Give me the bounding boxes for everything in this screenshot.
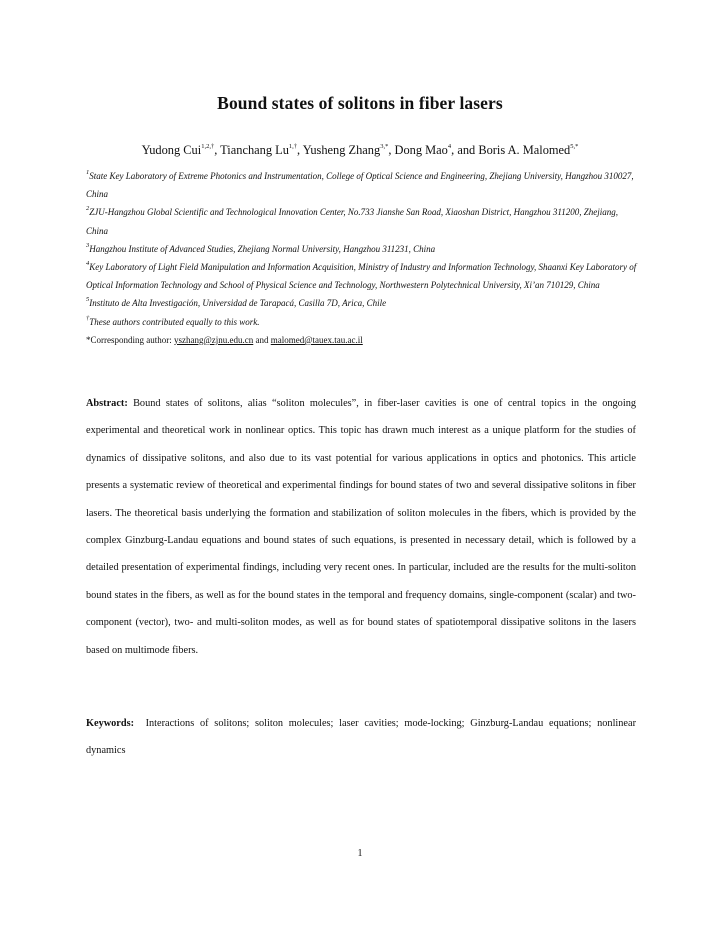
author-name: Boris A. Malomed (478, 143, 571, 157)
keywords-paragraph (86, 710, 636, 765)
affiliation-text: Instituto de Alta Investigación, Universidad de Tarapacá, Casilla 7D, Arica, Chile (89, 298, 387, 309)
equal-contribution-note (86, 313, 638, 331)
affiliation-text: State Key Laboratory of Extreme Photonics and Instrumentation, College of Optical Science and Engineering, Zhejiang University, Hangzhou 310027, China (86, 171, 634, 200)
author-affiliation-marker: 3,* (380, 142, 389, 150)
keywords-text: Interactions of solitons; soliton molecules; laser cavities; mode-locking; Ginzburg-Landau equations; nonlinear dynamics (86, 718, 637, 757)
keywords-label: Keywords: (86, 718, 135, 729)
affiliation-marker: 5 (86, 296, 90, 304)
affiliation-item (86, 294, 638, 312)
affiliation-marker: 4 (86, 260, 90, 268)
affiliation-marker: † (86, 314, 90, 322)
author-affiliation-marker: 1,2,† (201, 142, 215, 150)
affiliation-item (86, 203, 638, 239)
abstract-text: Bound states of solitons, alias “soliton molecules”, in fiber-laser cavities is one of central topics in the ongoing experimental and theoretical work in nonlinear optics. This topic has drawn much interest as a unique platform for the studies of dynamics of dissipative solitons, and also due to its vast potential for various applications in optics and photonics. This article presents a systematic review of theoretical and experimental findings for bound states of two and several dissipative solitons in fiber lasers. The theoretical basis underlying the formation and stabilization of soliton molecules in the fibers, which is provided by the complex Ginzburg-Landau equations and bound states of such equations, is presented in necessary detail, which is followed by a detailed presentation of experimental findings, including very recent ones. In particular, included are the results for the multi-soliton bound states in the fibers, as well as for the bound states in the temporal and frequency domains, single-component (scalar) and two-component (vector), two- and multi-soliton modes, as well as for bound states of spatiotemporal dissipative solitons in the lasers based on multimode fibers. (86, 398, 636, 656)
author-affiliation-marker: 5,* (570, 142, 579, 150)
author-separator: , and (451, 143, 479, 157)
author-separator: , (388, 143, 395, 157)
affiliation-text: These authors contributed equally to this work. (89, 316, 260, 327)
author-list (0, 143, 720, 158)
author-separator: , (297, 143, 303, 157)
affiliation-marker: 3 (86, 241, 90, 249)
author-affiliation-marker: 1,† (288, 142, 298, 150)
email-joiner: and (253, 334, 271, 345)
affiliation-text: Hangzhou Institute of Advanced Studies, Zhejiang Normal University, Hangzhou 311231, China (89, 243, 436, 254)
affiliation-text: ZJU-Hangzhou Global Scientific and Technological Innovation Center, No.733 Jianshe San Road, Xiaoshan District, Hangzhou 311200, Zhejiang, China (86, 207, 618, 236)
affiliation-item (86, 240, 638, 258)
abstract-paragraph (86, 390, 636, 664)
corresponding-author-line (86, 331, 638, 349)
author-name: Dong Mao (394, 143, 448, 157)
affiliation-marker: 2 (86, 205, 90, 213)
paper-title: Bound states of solitons in fiber lasers (217, 93, 503, 113)
affiliation-item (86, 167, 638, 203)
email-link-malomed[interactable]: malomed@tauex.tau.ac.il (270, 334, 363, 345)
affiliation-item (86, 258, 638, 294)
author-name: Yusheng Zhang (302, 143, 381, 157)
author-separator: , (214, 143, 221, 157)
abstract-label: Abstract: (86, 398, 128, 409)
affiliation-list (86, 167, 638, 349)
affiliation-text: Key Laboratory of Light Field Manipulation and Information Acquisition, Ministry of Industry and Information Technology, Shaanxi Key Laboratory of Optical Information Technology and School of Physical Science and Technology, Northwestern Polytechnical University, Xi’an 710129, China (86, 262, 637, 291)
page-number: 1 (357, 848, 363, 859)
author-affiliation-marker: 4 (447, 142, 452, 150)
email-link-zhang[interactable]: yszhang@zjnu.edu.cn (174, 334, 254, 345)
affiliation-marker: 1 (86, 169, 90, 176)
corresponding-prefix: *Corresponding author: (86, 334, 174, 345)
author-name: Tianchang Lu (220, 143, 289, 157)
author-name: Yudong Cui (141, 143, 202, 157)
